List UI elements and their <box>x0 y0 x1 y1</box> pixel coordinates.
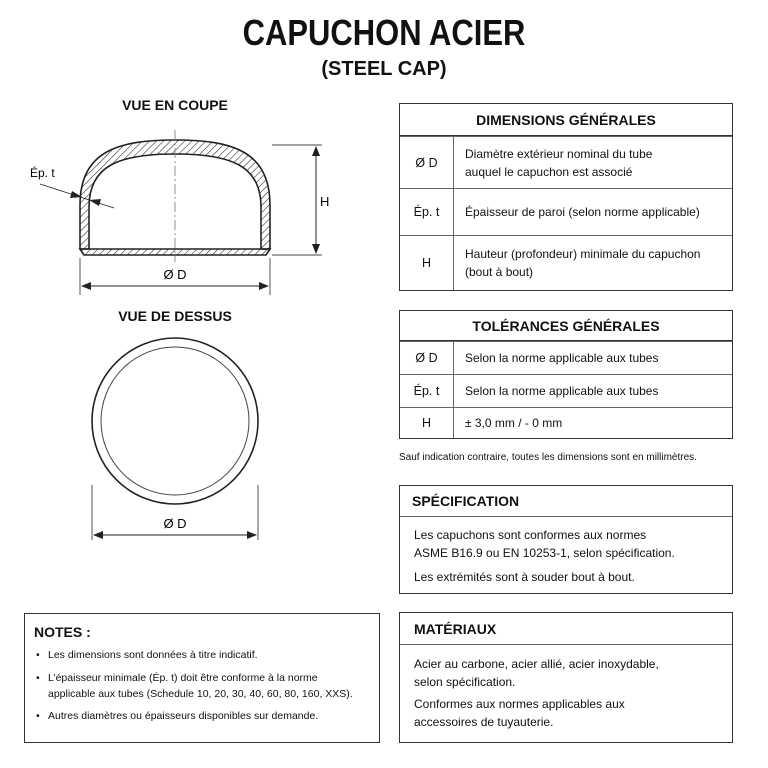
table-row <box>400 136 732 188</box>
arrow-head <box>259 282 269 290</box>
notes-box <box>24 613 380 743</box>
description-line: (bout à bout) <box>465 265 534 279</box>
description-line: Diamètre extérieur nominal du tube <box>465 146 653 161</box>
table-title: DIMENSIONS GÉNÉRALES <box>400 104 732 136</box>
row-description <box>454 137 732 188</box>
row-symbol: H <box>400 408 454 438</box>
table-row <box>400 407 732 438</box>
arrow-head <box>247 531 257 539</box>
specification-text: Les extrémités sont à souder bout à bout. <box>414 570 635 584</box>
general-tolerances-table <box>399 310 733 439</box>
arrow-head <box>93 531 103 539</box>
height-label: H <box>320 194 330 209</box>
diameter-label-top: Ø D <box>163 516 187 531</box>
row-description <box>454 236 732 290</box>
bullet: • <box>36 710 40 722</box>
notes-title: NOTES : <box>34 624 91 640</box>
note-text: Autres diamètres ou épaisseurs disponibles sur demande. <box>48 710 319 722</box>
note-text: Les dimensions sont données à titre indicatif. <box>48 649 258 661</box>
text-line: Conformes aux normes applicables aux <box>414 697 625 711</box>
top-view-label: VUE DE DESSUS <box>118 308 232 324</box>
text-line: applicable aux tubes (Schedule 10, 20, 30, 40, 60, 80, 160, XXS). <box>48 688 353 700</box>
box-title: SPÉCIFICATION <box>400 486 732 517</box>
row-symbol: Ép. t <box>400 189 454 235</box>
table-row <box>400 188 732 235</box>
table-row <box>400 341 732 374</box>
outer-circle <box>92 338 258 504</box>
materials-text <box>414 655 722 691</box>
description-line: auquel le capuchon est associé <box>465 164 633 179</box>
text-line: ASME B16.9 ou EN 10253-1, selon spécification. <box>414 546 675 560</box>
arrow-head <box>81 282 91 290</box>
text-line: L’épaisseur minimale (Ép. t) doit être conforme à la norme <box>48 672 318 684</box>
note-item <box>36 647 373 663</box>
note-text <box>48 670 353 702</box>
technical-drawings <box>0 0 400 600</box>
row-description: ± 3,0 mm / - 0 mm <box>465 416 563 430</box>
description-line: Hauteur (profondeur) minimale du capuchon <box>465 247 701 261</box>
text-line: Acier au carbone, acier allié, acier inoxydable, <box>414 657 659 671</box>
page-subtitle: (STEEL CAP) <box>321 58 447 80</box>
note-item <box>36 670 373 702</box>
bullet: • <box>36 672 40 684</box>
general-dimensions-table <box>399 103 733 291</box>
table-row <box>400 374 732 407</box>
row-description: Épaisseur de paroi (selon norme applicable) <box>465 205 700 219</box>
diameter-label: Ø D <box>163 267 187 282</box>
table-title: TOLÉRANCES GÉNÉRALES <box>400 311 732 341</box>
box-title: MATÉRIAUX <box>400 613 732 645</box>
cap-top-view-drawing <box>92 338 258 540</box>
units-footnote: Sauf indication contraire, toutes les dimensions sont en millimètres. <box>399 452 697 463</box>
specification-box <box>399 485 733 594</box>
page-title: CAPUCHON ACIER <box>242 12 526 53</box>
arrow-head <box>312 146 320 156</box>
arrow-head <box>312 244 320 254</box>
text-line: selon spécification. <box>414 675 516 689</box>
thickness-label: Ép. t <box>30 166 55 180</box>
text-line: accessoires de tuyauterie. <box>414 715 554 729</box>
section-view-label: VUE EN COUPE <box>122 97 228 113</box>
bullet: • <box>36 649 40 661</box>
inner-circle <box>101 347 249 495</box>
text-line: Les capuchons sont conformes aux normes <box>414 528 647 542</box>
row-symbol: Ø D <box>400 137 454 188</box>
table-row <box>400 235 732 290</box>
arrow-head <box>89 199 101 206</box>
row-description: Selon la norme applicable aux tubes <box>465 351 659 365</box>
materials-box <box>399 612 733 743</box>
materials-text <box>414 695 722 731</box>
specification-text <box>414 526 722 562</box>
row-symbol: Ép. t <box>400 375 454 407</box>
note-item <box>36 708 373 724</box>
row-symbol: H <box>400 236 454 290</box>
row-symbol: Ø D <box>400 342 454 374</box>
row-description: Selon la norme applicable aux tubes <box>465 384 659 398</box>
